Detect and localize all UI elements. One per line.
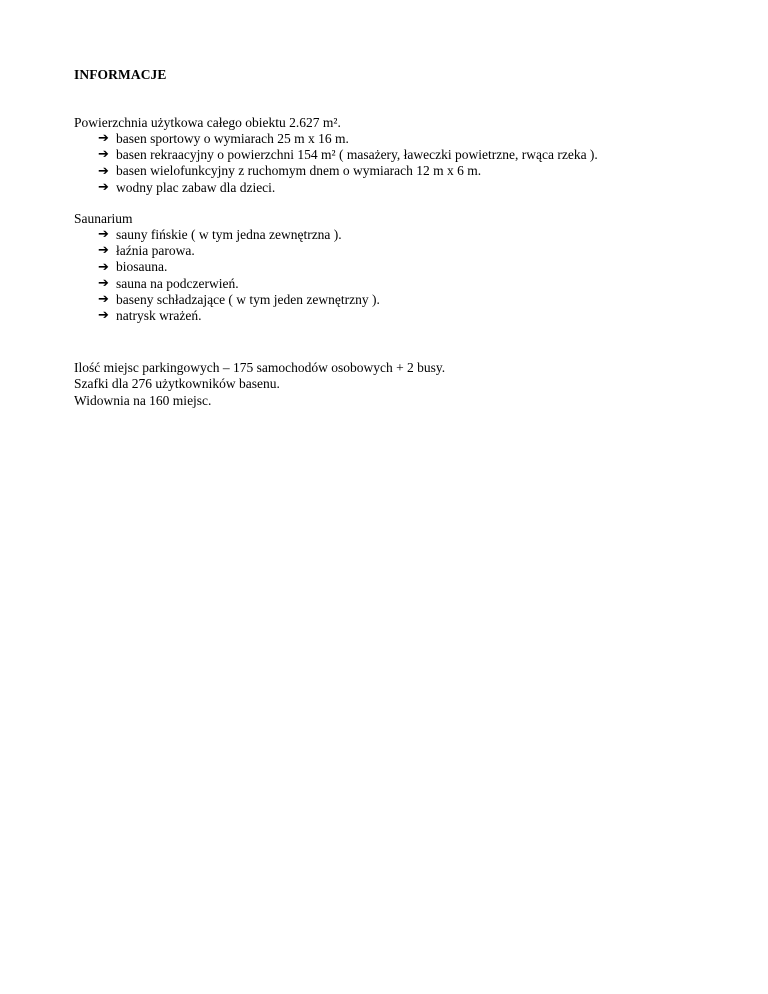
- right-arrow-icon: ➔: [98, 275, 109, 291]
- list-item-text: łaźnia parowa.: [116, 243, 195, 259]
- area-section: [74, 115, 598, 196]
- right-arrow-icon: ➔: [98, 163, 109, 179]
- list-item-text: baseny schładzające ( w tym jeden zewnętrzny ).: [116, 291, 380, 307]
- list-item-text: biosauna.: [116, 259, 168, 275]
- right-arrow-icon: ➔: [98, 243, 109, 259]
- lockers-info: Szafki dla 276 użytkowników basenu.: [74, 376, 280, 392]
- list-item-text: basen wielofunkcyjny z ruchomym dnem o wymiarach 12 m x 6 m.: [116, 163, 482, 179]
- right-arrow-icon: ➔: [98, 147, 109, 163]
- right-arrow-icon: ➔: [98, 259, 109, 275]
- right-arrow-icon: ➔: [98, 131, 109, 147]
- list-item: [98, 259, 380, 275]
- list-item-text: wodny plac zabaw dla dzieci.: [116, 179, 276, 195]
- list-item: [98, 131, 598, 147]
- list-item: [98, 163, 598, 179]
- saunarium-section: [74, 211, 380, 324]
- list-item-text: natrysk wrażeń.: [116, 308, 202, 324]
- document-heading: INFORMACJE: [74, 67, 167, 82]
- area-intro: Powierzchnia użytkowa całego obiektu 2.627 m².: [74, 115, 341, 130]
- list-item: [98, 308, 380, 324]
- facts-section: [74, 360, 445, 409]
- list-item-text: sauna na podczerwień.: [116, 275, 239, 291]
- list-item: [98, 227, 380, 243]
- audience-info: Widownia na 160 miejsc.: [74, 392, 212, 408]
- list-item: [98, 147, 598, 163]
- list-item: [98, 180, 598, 196]
- list-item-text: basen sportowy o wymiarach 25 m x 16 m.: [116, 131, 349, 146]
- list-item: [98, 292, 380, 308]
- pool-list: [74, 131, 598, 196]
- right-arrow-icon: ➔: [98, 308, 109, 324]
- right-arrow-icon: ➔: [98, 179, 109, 195]
- list-item-text: basen rekraacyjny o powierzchni 154 m² ( masażery, ławeczki powietrzne, rwąca rzeka ).: [116, 147, 598, 163]
- parking-info: Ilość miejsc parkingowych – 175 samochodów osobowych + 2 busy.: [74, 360, 446, 375]
- saunarium-heading: Saunarium: [74, 211, 133, 226]
- right-arrow-icon: ➔: [98, 227, 109, 243]
- list-item: [98, 276, 380, 292]
- right-arrow-icon: ➔: [98, 291, 109, 307]
- sauna-list: [74, 227, 380, 324]
- list-item-text: sauny fińskie ( w tym jedna zewnętrzna ).: [116, 227, 342, 242]
- list-item: [98, 243, 380, 259]
